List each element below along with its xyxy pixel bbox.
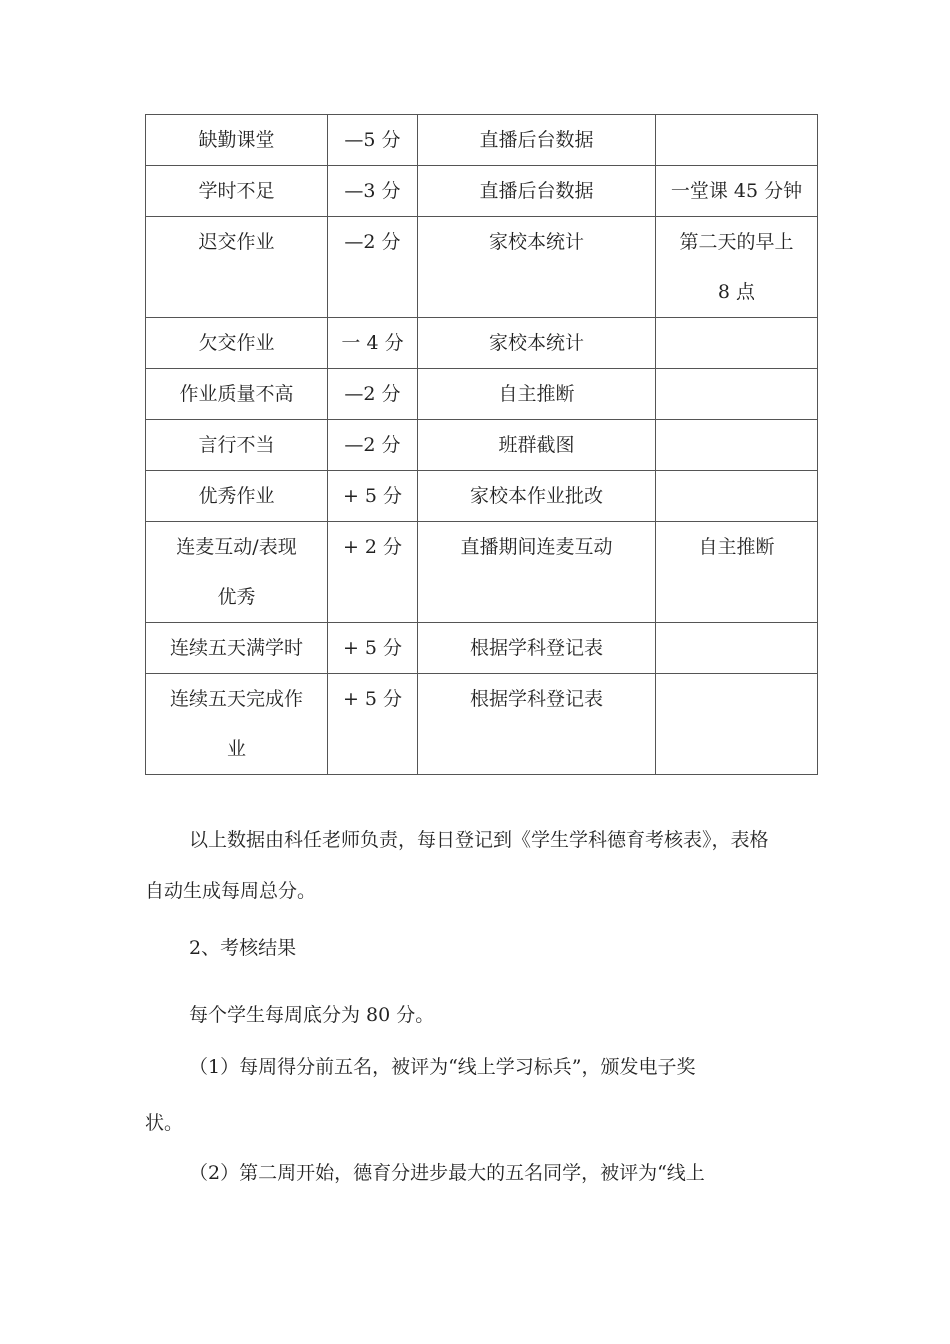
source-cell: 家校本统计 (418, 217, 656, 318)
note-cell: 自主推断 (656, 522, 818, 623)
item-cell: 作业质量不高 (146, 369, 328, 420)
table-row (146, 217, 818, 318)
note-cell (656, 369, 818, 420)
source-cell: 自主推断 (418, 369, 656, 420)
note-cell (656, 115, 818, 166)
paragraph-rule-1-cont: 状。 (145, 1112, 184, 1134)
paragraph-rule-1: （1）每周得分前五名，被评为“线上学习标兵”，颁发电子奖 (189, 1056, 696, 1078)
paragraph-rule-2: （2）第二周开始，德育分进步最大的五名同学，被评为“线上 (189, 1162, 705, 1184)
item-cell: 欠交作业 (146, 318, 328, 369)
table-row (146, 522, 818, 623)
source-cell: 直播期间连麦互动 (418, 522, 656, 623)
score-cell: —5 分 (328, 115, 418, 166)
note-cell (656, 420, 818, 471)
score-cell: —2 分 (328, 420, 418, 471)
note-cell: 一堂课 45 分钟 (656, 166, 818, 217)
item-cell: 言行不当 (146, 420, 328, 471)
paragraph-data-source-cont: 自动生成每周总分。 (145, 880, 317, 902)
source-cell: 家校本作业批改 (418, 471, 656, 522)
table-row (146, 115, 818, 166)
score-cell: + 5 分 (328, 623, 418, 674)
section-heading: 2、考核结果 (189, 937, 297, 959)
table-row (146, 166, 818, 217)
score-cell: 一 4 分 (328, 318, 418, 369)
table-row (146, 420, 818, 471)
source-cell: 班群截图 (418, 420, 656, 471)
item-cell: 学时不足 (146, 166, 328, 217)
source-cell: 直播后台数据 (418, 115, 656, 166)
score-cell: + 2 分 (328, 522, 418, 623)
item-cell: 连续五天完成作 业 (146, 674, 328, 775)
table-row (146, 471, 818, 522)
item-cell: 优秀作业 (146, 471, 328, 522)
source-cell: 根据学科登记表 (418, 674, 656, 775)
item-cell: 缺勤课堂 (146, 115, 328, 166)
note-cell (656, 674, 818, 775)
note-cell: 第二天的早上 8 点 (656, 217, 818, 318)
source-cell: 家校本统计 (418, 318, 656, 369)
table-row (146, 623, 818, 674)
table-row (146, 318, 818, 369)
score-cell: —2 分 (328, 369, 418, 420)
paragraph-base-score: 每个学生每周底分为 80 分。 (189, 1004, 435, 1026)
table-row (146, 674, 818, 775)
source-cell: 直播后台数据 (418, 166, 656, 217)
paragraph-data-source: 以上数据由科任老师负责，每日登记到《学生学科德育考核表》，表格 (189, 829, 769, 851)
score-cell: + 5 分 (328, 674, 418, 775)
note-cell (656, 471, 818, 522)
item-cell: 连续五天满学时 (146, 623, 328, 674)
table-row (146, 369, 818, 420)
score-cell: + 5 分 (328, 471, 418, 522)
score-cell: —2 分 (328, 217, 418, 318)
item-cell: 迟交作业 (146, 217, 328, 318)
score-table (145, 114, 818, 775)
note-cell (656, 318, 818, 369)
note-cell (656, 623, 818, 674)
source-cell: 根据学科登记表 (418, 623, 656, 674)
score-cell: —3 分 (328, 166, 418, 217)
item-cell: 连麦互动/表现 优秀 (146, 522, 328, 623)
